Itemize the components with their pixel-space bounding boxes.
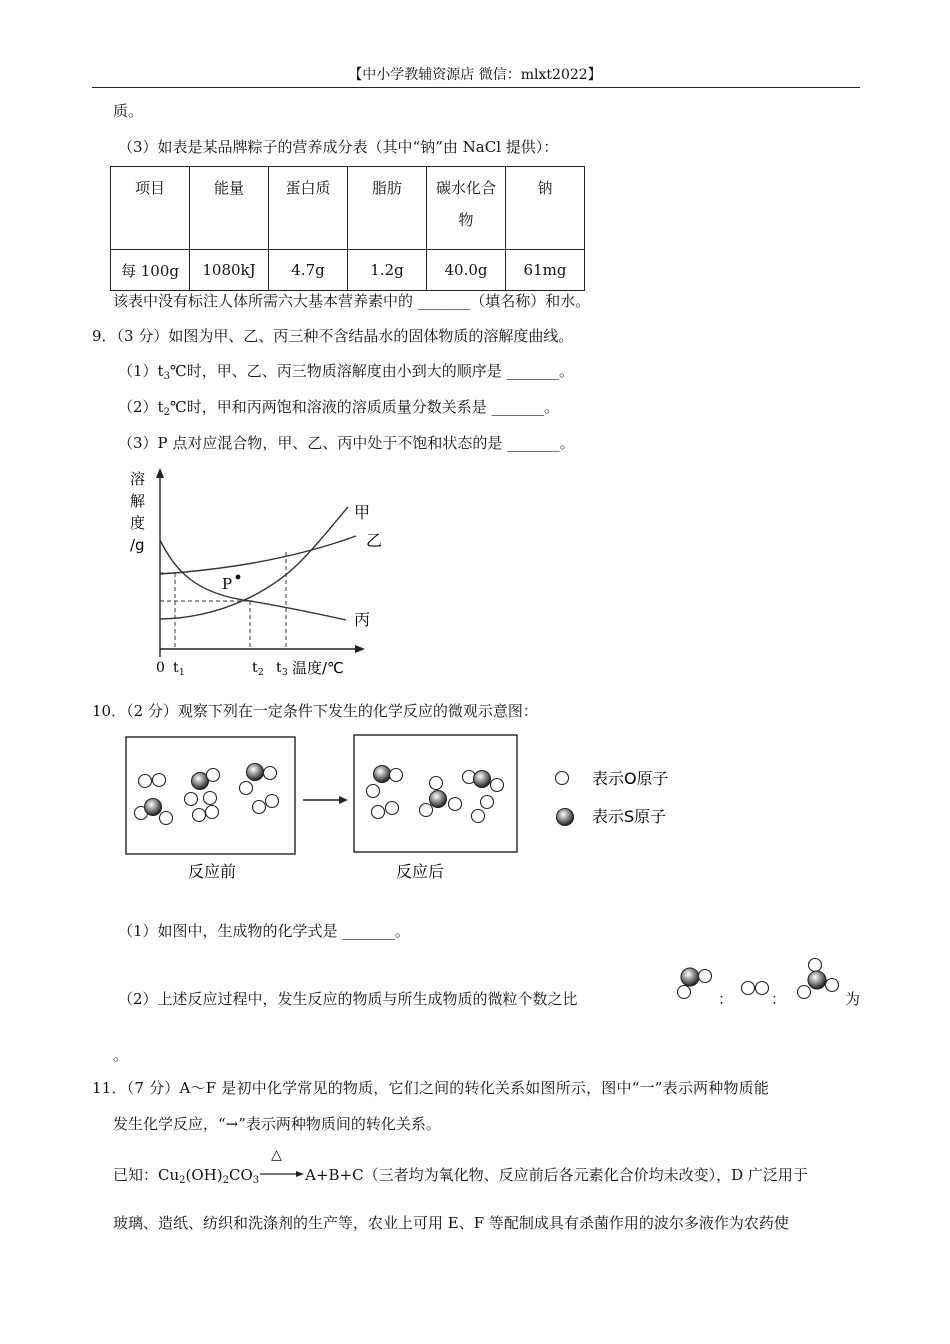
svg-text:t: t [276, 660, 282, 676]
header-divider [92, 87, 860, 88]
table-header-cell: 能量 [190, 167, 269, 250]
point-p-label: P [222, 575, 233, 593]
table-cell: 每 100g [111, 250, 190, 291]
svg-text:度: 度 [130, 514, 146, 532]
q8-tail-text: 质。 [113, 102, 144, 120]
q11-line3: 已知：$Cu_2(OH)_2CO_3$ △ A+B+C（三者均为氧化物、反应前后各元素化合价均未改变），D 广泛用于 [113, 1147, 808, 1186]
before-label: 反应前 [188, 862, 237, 881]
ratio-wei: 为 [845, 990, 861, 1008]
table-header-cell: 项目 [111, 167, 190, 250]
table-cell: 40.0g [427, 250, 506, 291]
curve-yi [160, 536, 356, 574]
q11-line4: 玻璃、造纸、纺织和洗涤剂的生产等，农业上可用 E、F 等配制成具有杀菌作用的波尔多液作为农药使 [113, 1214, 789, 1232]
q8-part3-text: （3）如表是某品牌粽子的营养成分表（其中“钠”由 NaCl 提供）： [118, 138, 559, 156]
o-atom-legend-icon [556, 772, 569, 785]
q8-after-table-text: 该表中没有标注人体所需六大基本营养素中的 _______（填名称）和水。 [113, 292, 591, 310]
reaction-micro-diagram [120, 730, 700, 890]
svg-text:t: t [252, 660, 258, 676]
table-header-cell: 蛋白质 [269, 167, 348, 250]
label-bing: 丙 [354, 610, 371, 629]
table-header-cell: 碳水化合物 [427, 167, 506, 250]
svg-text:3: 3 [282, 668, 288, 678]
q9-part1: $(1)t_3℃$时，甲、乙、丙三物质溶解度由小到大的顺序是 _______。 [118, 362, 575, 382]
page-header: 【中小学教辅资源店 微信：mlxt2022】 [348, 67, 602, 83]
table-cell: 1.2g [348, 250, 427, 291]
svg-text:解: 解 [130, 492, 146, 510]
q11-line2: 发生化学反应，“→”表示两种物质间的转化关系。 [113, 1115, 441, 1133]
q9-part3: （3）P 点对应混合物，甲、乙、丙中处于不饱和状态的是 _______。 [118, 434, 575, 452]
nutrition-table [110, 166, 585, 291]
after-label: 反应后 [396, 862, 445, 881]
svg-text:t: t [173, 660, 179, 676]
table-cell: 1080kJ [190, 250, 269, 291]
point-p-dot [236, 575, 241, 580]
label-yi: 乙 [366, 531, 383, 550]
heat-symbol: △ [271, 1147, 282, 1163]
curve-bing [160, 540, 346, 620]
svg-text:2: 2 [258, 668, 264, 678]
legend-o-label: 表示O原子 [592, 769, 669, 788]
svg-text:0: 0 [156, 660, 165, 676]
legend-s-label: 表示S原子 [592, 807, 667, 826]
q10-title: 10．（2 分）观察下列在一定条件下发生的化学反应的微观示意图： [92, 702, 538, 720]
q9-title: 9．（3 分）如图为甲、乙、丙三种不含结晶水的固体物质的溶解度曲线。 [92, 327, 574, 345]
table-header-cell: 脂肪 [348, 167, 427, 250]
table-header-cell: 钠 [506, 167, 585, 250]
ratio-molecules-inline [672, 955, 852, 1005]
svg-text:溶: 溶 [130, 470, 146, 488]
s-atom-legend-icon [557, 809, 574, 826]
q11-line1: 11．（7 分）A～F 是初中化学常见的物质，它们之间的转化关系如图所示，图中“一”表示两种物质能 [92, 1079, 770, 1097]
svg-text:/g: /g [130, 536, 145, 554]
table-cell: 61mg [506, 250, 585, 291]
q10-end-dot: 。 [113, 1046, 129, 1064]
solubility-curve-graph [120, 462, 400, 682]
q10-part2: （2）上述反应过程中，发生反应的物质与所生成物质的微粒个数之比 [118, 990, 578, 1008]
svg-text:1: 1 [179, 668, 185, 678]
table-row [111, 250, 585, 291]
ratio-colon-2: ： [771, 990, 787, 1008]
label-jia: 甲 [354, 503, 371, 522]
q9-part2: $(2)t_2℃$时，甲和丙两饱和溶液的溶质质量分数关系是 _______。 [118, 398, 560, 418]
x-axis-label: 温度/℃ [292, 659, 344, 677]
table-cell: 4.7g [269, 250, 348, 291]
table-header-row [111, 167, 585, 250]
q10-part1: （1）如图中，生成物的化学式是 _______。 [118, 922, 410, 940]
ratio-colon-1: ： [718, 990, 734, 1008]
